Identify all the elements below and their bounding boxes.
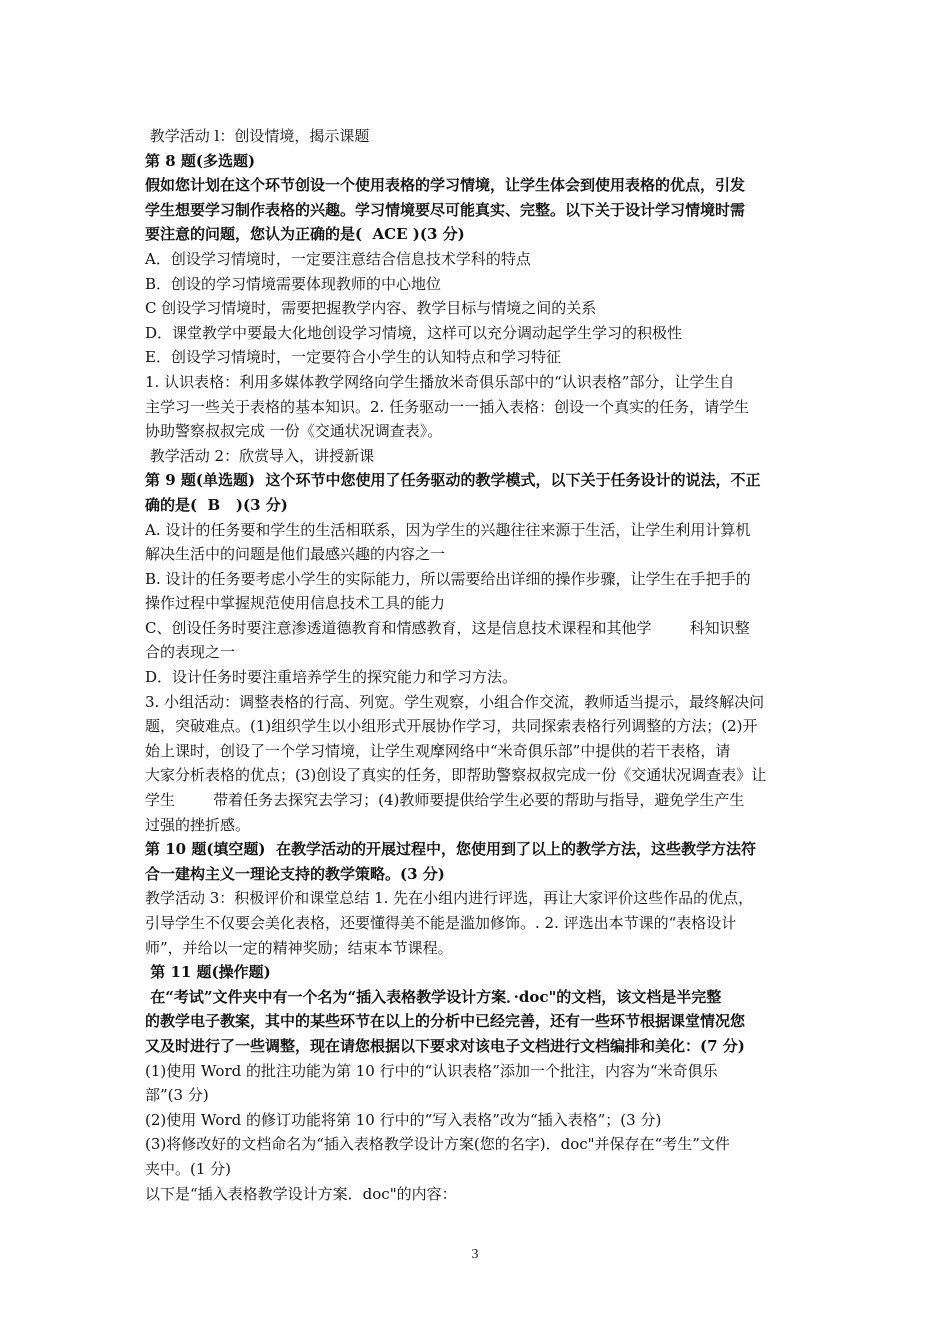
body-text-line: B．创设的学习情境需要体现教师的中心地位 — [145, 274, 442, 293]
body-text-line: B. 设计的任务要考虑小学生的实际能力，所以需要给出详细的操作步骤，让学生在手把手的 — [145, 569, 751, 588]
body-text-line: 始上课时，创设了一个学习情境，让学生观摩网络中“米奇俱乐部”中提供的若干表格，请 — [145, 741, 731, 760]
question-text-line: 第 11 题(操作题) — [145, 963, 271, 982]
body-text-line: 师”，并给以一定的精神奖励；结束本节课程。 — [145, 938, 453, 957]
body-text-line: 学生 带着任务去探究去学习；(4)教师要提供给学生必要的帮助与指导，避免学生产生 — [145, 791, 745, 810]
body-text-line: E．创设学习情境时，一定要符合小学生的认知特点和学习特征 — [145, 348, 561, 367]
body-text-line: A. 设计的任务要和学生的生活相联系，因为学生的兴趣往往来源于生活，让学生利用计算机 — [145, 520, 751, 539]
document-body — [145, 124, 810, 1206]
question-text-line: 要注意的问题，您认为正确的是( ACE )(3 分) — [145, 225, 465, 244]
body-text-line: D．课堂教学中要最大化地创设学习情境，这样可以充分调动起学生学习的积极性 — [145, 323, 683, 342]
body-text-line: 引导学生不仅要会美化表格，还要懂得美不能是滥加修饰。. 2. 评选出本节课的“表格设计 — [145, 914, 737, 932]
body-text-line: 过强的挫折感。 — [145, 815, 251, 834]
body-text-line: 教学活动 2：欣赏导入，讲授新课 — [145, 446, 375, 465]
question-text-line: 第 8 题(多选题) — [145, 151, 256, 170]
body-text-line: 题，突破难点。(1)组织学生以小组形式开展协作学习，共同探索表格行列调整的方法；(2)开 — [145, 717, 758, 736]
body-text-line: 教学活动 l：创设情境，揭示课题 — [145, 127, 370, 145]
question-text-line: 合一建构主义一理论支持的教学策略。(3 分) — [145, 864, 445, 883]
body-text-line: (1)使用 Word 的批注功能为第 10 行中的“认识表格”添加一个批注，内容为“米奇俱乐 — [145, 1061, 718, 1080]
body-text-line: 协助警察叔叔完成 一份《交通状况调查表》。 — [145, 422, 443, 441]
body-text-line: C、创设任务时要注意渗透道德教育和情感教育，这是信息技术课程和其他学 科知识整 — [145, 618, 750, 637]
body-text-line: 夹中。(1 分) — [145, 1159, 232, 1178]
question-text-line: 的教学电子教案，其中的某些环节在以上的分析中已经完善，还有一些环节根据课堂情况您 — [145, 1012, 746, 1031]
body-text-line: A．创设学习情境时，一定要注意结合信息技术学科的特点 — [145, 249, 531, 268]
body-text-line: 合的表现之一 — [145, 643, 236, 662]
body-text-line: (2)使用 Word 的修订功能将第 10 行中的“写入表格”改为“插入表格”；(3 分) — [145, 1110, 662, 1129]
question-text-line: 又及时进行了一些调整，现在请您根据以下要求对该电子文档进行文档编排和美化：(7 分) — [145, 1036, 745, 1055]
body-text-line: 操作过程中掌握规范使用信息技术工具的能力 — [145, 594, 446, 613]
body-text-line: 大家分析表格的优点；(3)创设了真实的任务，即帮助警察叔叔完成一份《交通状况调查表》让 — [145, 766, 767, 785]
body-text-line: 主学习一些关于表格的基本知识。2. 任务驱动一一插入表格：创设一个真实的任务，请学生 — [145, 397, 750, 416]
body-text-line: 以下是“插入表格教学设计方案．doc"的内容： — [145, 1184, 457, 1203]
question-text-line: 确的是( B )(3 分) — [145, 495, 288, 514]
page-number: 3 — [471, 1247, 479, 1262]
question-text-line: 在“考试”文件夹中有一个名为“插入表格教学设计方案．·doc"的文档，该文档是半完整 — [145, 987, 722, 1006]
body-text-line: C 创设学习情境时，需要把握教学内容、教学目标与情境之间的关系 — [145, 299, 597, 318]
body-text-line: 部”(3 分) — [145, 1086, 209, 1105]
body-text-line: D．设计任务时要注重培养学生的探究能力和学习方法。 — [145, 668, 518, 687]
body-text-line: 解决生活中的问题是他们最感兴趣的内容之一 — [145, 545, 446, 564]
question-text-line: 第 10 题(填空题) 在教学活动的开展过程中，您使用到了以上的教学方法，这些教学方法符 — [145, 840, 756, 859]
body-text-line: 1. 认识表格：利用多媒体教学网络向学生播放米奇俱乐部中的“认识表格”部分，让学生自 — [145, 372, 735, 391]
body-text-line: 教学活动 3：积极评价和课堂总结 1. 先在小组内进行评选，再让大家评价这些作品的优点， — [145, 889, 754, 908]
question-text-line: 第 9 题(单选题) 这个环节中您使用了任务驱动的教学模式，以下关于任务设计的说法，不正 — [145, 471, 761, 490]
question-text-line: 假如您计划在这个环节创设一个使用表格的学习情境，让学生体会到使用表格的优点，引发 — [145, 176, 746, 195]
body-text-line: 3. 小组活动：调整表格的行高、列宽。学生观察，小组合作交流，教师适当提示，最终解决问 — [145, 692, 765, 711]
body-text-line: (3)将修改好的文档命名为“插入表格教学设计方案(您的名字)．doc"并保存在“考生”文件 — [145, 1135, 730, 1154]
question-text-line: 学生想要学习制作表格的兴趣。学习情境要尽可能真实、完整。以下关于设计学习情境时需 — [145, 200, 746, 219]
